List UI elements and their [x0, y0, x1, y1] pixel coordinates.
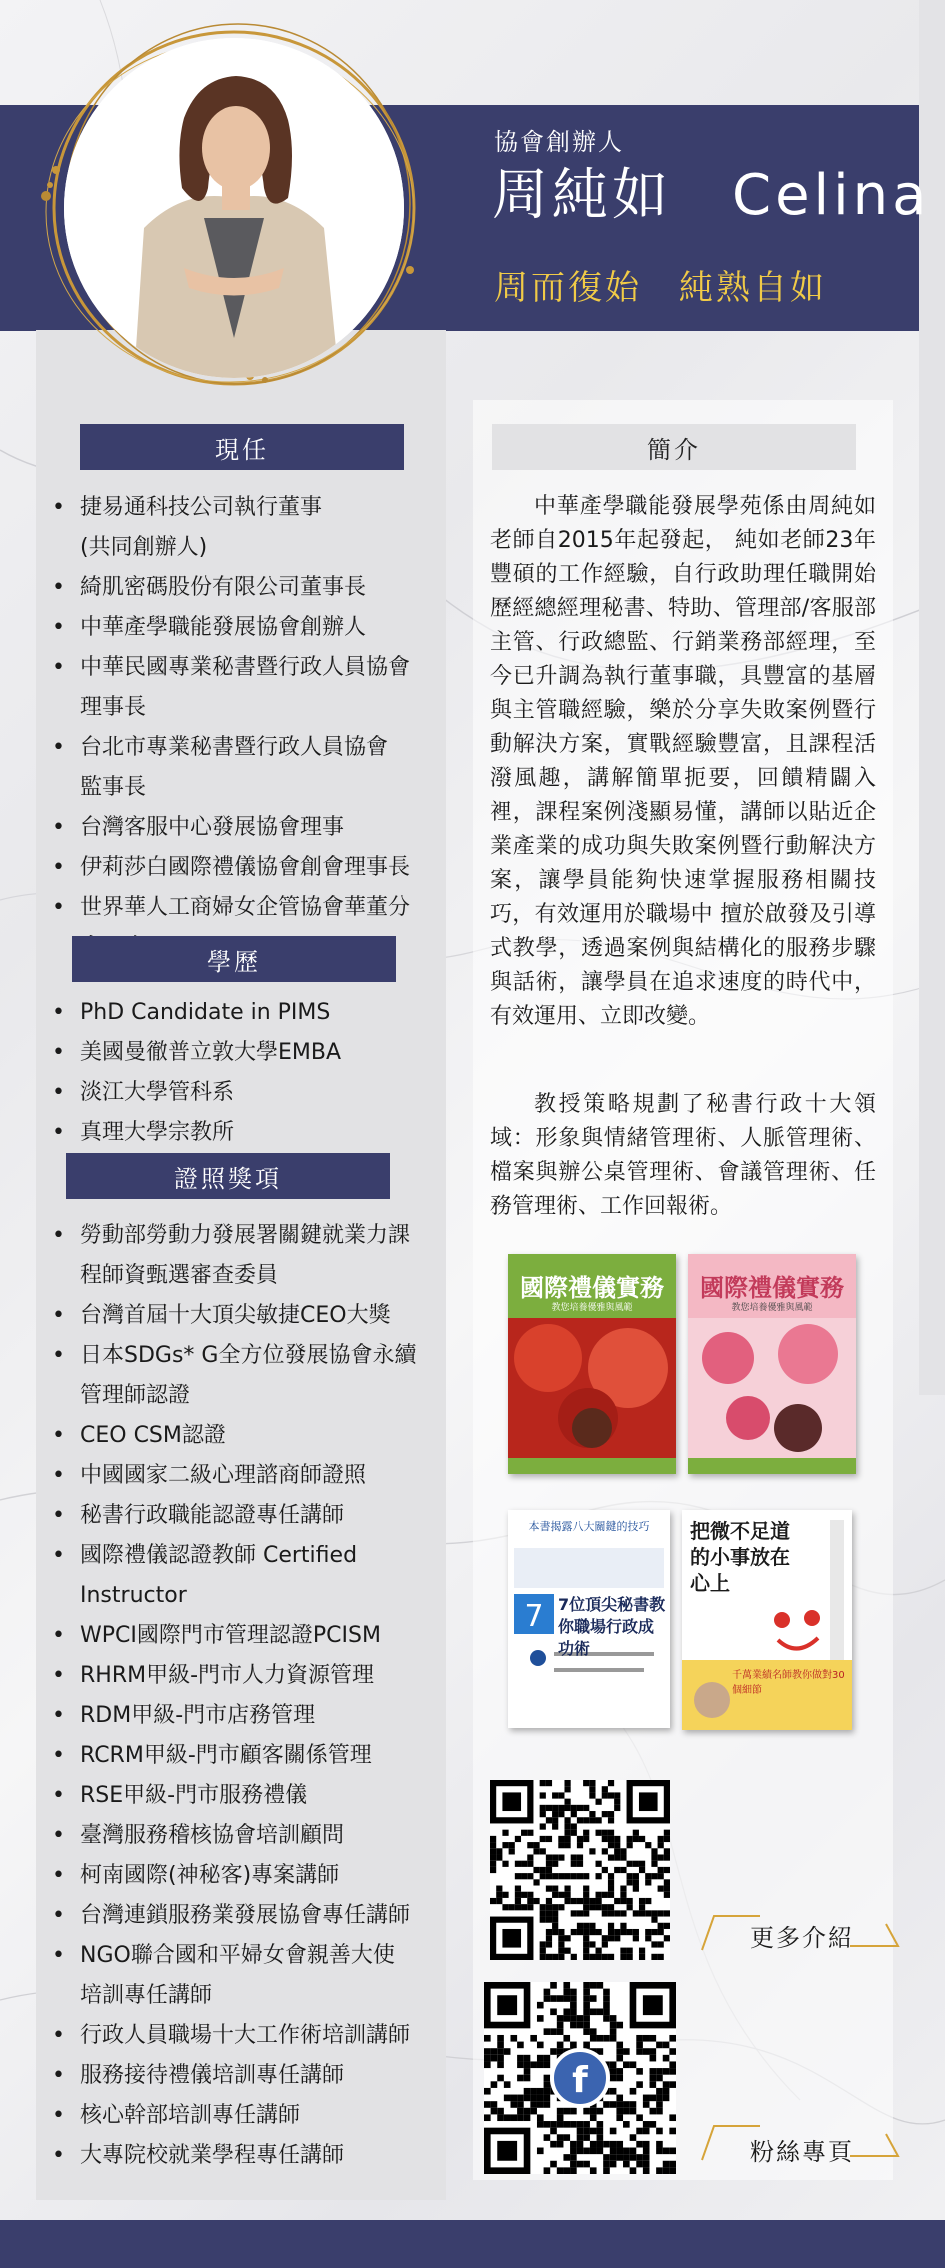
certification-item: • 秘書行政職能認證專任講師: [42, 1496, 442, 1536]
education-item: • 淡江大學管科系: [42, 1073, 442, 1113]
book-cover-small-things: [682, 1510, 852, 1730]
portrait-frame: [40, 20, 430, 390]
education-item: • 美國曼徹普立敦大學EMBA: [42, 1033, 442, 1073]
book-cover-etiquette-red: [508, 1254, 676, 1474]
certification-item: • NGO聯合國和平婦女會親善大使: [42, 1936, 442, 1976]
education-section-heading: 學歷: [72, 936, 396, 982]
certification-item: • 行政人員職場十大工作術培訓講師: [42, 2016, 442, 2056]
book-cover-etiquette-pink: [688, 1254, 856, 1474]
more-intro-link[interactable]: 更多介紹: [750, 1924, 854, 1952]
current-position-item: • 捷易通科技公司執行董事: [42, 488, 442, 528]
book-2-subtitle: 教您培養優雅與風範: [731, 1303, 813, 1313]
certification-item: • 勞動部勞動力發展署關鍵就業力課: [42, 1216, 442, 1256]
certification-item: 管理師認證: [80, 1383, 191, 1408]
certification-item: • RHRM甲級-門市人力資源管理: [42, 1656, 442, 1696]
certification-item: • WPCI國際門市管理認證PCISM: [42, 1616, 442, 1656]
education-list: [42, 993, 442, 1153]
person-name: 周純如 Celina: [492, 163, 931, 228]
certification-item: • CEO CSM認證: [42, 1416, 442, 1456]
current-position-item: • 世界華人工商婦女企管協會華董分: [42, 888, 442, 928]
current-position-item: (共同創辦人): [80, 535, 208, 560]
footer-bar: [0, 2220, 945, 2268]
facebook-icon: [484, 1982, 676, 2174]
person-illustration: [64, 38, 404, 378]
current-position-item: • 台灣客服中心發展協會理事: [42, 808, 442, 848]
current-position-item: • 中華產學職能發展協會創辦人: [42, 608, 442, 648]
certification-item: • 台灣首屆十大頂尖敏捷CEO大獎: [42, 1296, 442, 1336]
book-1-subtitle: 教您培養優雅與風範: [551, 1303, 633, 1313]
fan-page-link[interactable]: 粉絲專頁: [750, 2138, 854, 2166]
intro-section-heading: 簡介: [492, 424, 856, 470]
qr-code-more-intro[interactable]: [490, 1780, 670, 1960]
certification-item: • RDM甲級-門市店務管理: [42, 1696, 442, 1736]
qr-code-facebook-fan-page[interactable]: [484, 1982, 676, 2174]
book-1-maple-art: [508, 1318, 676, 1474]
certification-item: • RCRM甲級-門市顧客關係管理: [42, 1736, 442, 1776]
book-1-title: 國際禮儀實務: [520, 1273, 664, 1302]
role-subtitle: 協會創辦人: [494, 128, 624, 156]
certification-item: • 國際禮儀認證教師 Certified: [42, 1536, 442, 1576]
certs-section-heading: 證照獎項: [66, 1153, 390, 1199]
motto: 周而復始 純熟自如: [494, 268, 827, 308]
qr-pattern-1: [490, 1780, 670, 1960]
certification-item: • 台灣連鎖服務業發展協會專任講師: [42, 1896, 442, 1936]
certification-item: • 日本SDGs* G全方位發展協會永續: [42, 1336, 442, 1376]
book-2-title: 國際禮儀實務: [700, 1273, 844, 1302]
intro-paragraph-1: 中華產學職能發展學苑係由周純如老師自2015年起發起， 純如老師23年豐碩的工作經驗，自行政助理任職開始歷經總經理秘書、特助、管理部/客服部主管、行政總監、行銷業務部經理，至今已升調為執行董事職，具豐富的基層與主管職經驗，樂於分享失敗案例暨行動解決方案，實戰經驗豐富，且課程活潑風趣，講解簡單扼要，回饋精闢入裡，課程案例淺顯易懂，講師以貼近企業產業的成功與失敗案例暨行動解決方案，讓學員能夠快速掌握服務相關技巧，有效運用於職場中 擅於啟發及引導式教學，透過案例與結構化的服務步驟與話術，讓學員在追求速度的時代中，有效運用、立即改變。: [490, 494, 876, 1029]
portrait-photo: [64, 38, 404, 378]
certification-item: 培訓專任講師: [80, 1983, 213, 2008]
book-3-subtitle: 本書揭露八大關鍵的技巧: [528, 1520, 650, 1533]
svg-text:7: 7: [524, 1599, 544, 1634]
certifications-list: [42, 1216, 442, 2176]
certification-item: • RSE甲級-門市服務禮儀: [42, 1776, 442, 1816]
current-position-item: 監事長: [80, 775, 147, 800]
certification-item: • 大專院校就業學程專任講師: [42, 2136, 442, 2176]
certification-item: • 中國國家二級心理諮商師證照: [42, 1456, 442, 1496]
certification-item: • 核心幹部培訓專任講師: [42, 2096, 442, 2136]
book-3-title: 7位頂尖秘書教你職場行政成功術: [558, 1595, 666, 1658]
intro-paragraph-2: 教授策略規劃了秘書行政十大領域：形象與情緒管理術、人脈管理術、檔案與辦公桌管理術、會議管理術、任務管理術、工作回報術。: [490, 1092, 876, 1219]
certification-item: • 服務接待禮儀培訓專任講師: [42, 2056, 442, 2096]
current-position-item: • 台北市專業秘書暨行政人員協會: [42, 728, 442, 768]
current-section-heading: 現任: [80, 424, 404, 470]
current-position-item: 理事長: [80, 695, 147, 720]
certification-item: • 柯南國際(神秘客)專案講師: [42, 1856, 442, 1896]
book-cover-secretary: [508, 1510, 670, 1728]
certification-item: • 臺灣服務稽核協會培訓顧問: [42, 1816, 442, 1856]
svg-text:f: f: [572, 2060, 588, 2101]
current-position-item: • 綺肌密碼股份有限公司董事長: [42, 568, 442, 608]
education-item: • PhD Candidate in PIMS: [42, 993, 442, 1033]
book-2-flower-art: [688, 1318, 856, 1474]
certification-item: Instructor: [80, 1583, 187, 1608]
book-4-art: [682, 1510, 852, 1730]
book-4-title: 把微不足道的小事放在心上: [690, 1519, 790, 1595]
education-item: • 真理大學宗教所: [42, 1113, 442, 1153]
current-position-item: • 伊莉莎白國際禮儀協會創會理事長: [42, 848, 442, 888]
certification-item: 程師資甄選審查委員: [80, 1263, 279, 1288]
current-position-item: • 中華民國專業秘書暨行政人員協會: [42, 648, 442, 688]
current-positions-list: [42, 488, 442, 968]
book-4-subtitle: 千萬業績名師教你做對30個細節: [732, 1670, 845, 1696]
